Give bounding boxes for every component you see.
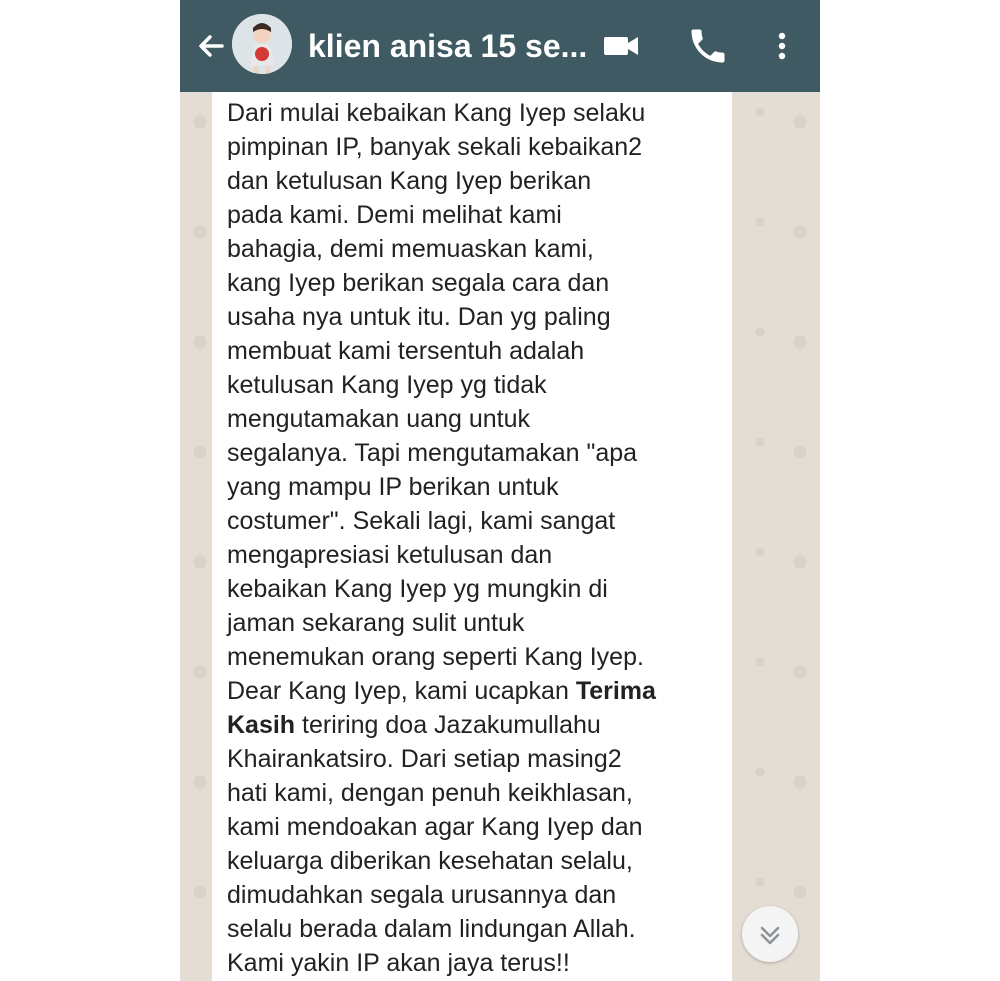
message-line: dan ketulusan Kang Iyep berikan <box>227 167 592 195</box>
bold-text: Kasih <box>227 711 296 739</box>
more-vert-icon <box>760 24 804 68</box>
video-call-icon <box>600 24 644 68</box>
contact-name[interactable]: klien anisa 15 se... <box>308 28 588 64</box>
message-line: Dari mulai kebaikan Kang Iyep selaku <box>227 99 646 127</box>
message-line: Kami yakin IP akan jaya terus!! <box>227 949 570 977</box>
message-line: pada kami. Demi melihat kami <box>227 201 562 229</box>
message-line: hati kami, dengan penuh keikhlasan, <box>227 779 633 807</box>
message-text <box>227 96 717 980</box>
scroll-to-bottom-button[interactable] <box>742 906 798 962</box>
message-line: yang mampu IP berikan untuk <box>227 473 559 501</box>
voice-call-button[interactable] <box>686 24 730 68</box>
message-line: kami mendoakan agar Kang Iyep dan <box>227 813 643 841</box>
more-options-button[interactable] <box>760 24 804 68</box>
chat-screen <box>180 0 820 981</box>
line-text: teriring doa Jazakumullahu <box>295 711 601 739</box>
message-line: mengapresiasi ketulusan dan <box>227 541 553 569</box>
message-line-with-bold <box>227 708 717 742</box>
message-bubble[interactable] <box>212 92 732 981</box>
message-line: jaman sekarang sulit untuk <box>227 609 525 637</box>
message-line: ketulusan Kang Iyep yg tidak <box>227 371 547 399</box>
app-bar <box>180 0 820 92</box>
video-call-button[interactable] <box>600 24 644 68</box>
message-line: kebaikan Kang Iyep yg mungkin di <box>227 575 608 603</box>
double-chevron-down-icon <box>742 906 798 962</box>
back-arrow-icon <box>192 26 232 66</box>
message-line: mengutamakan uang untuk <box>227 405 530 433</box>
message-line: membuat kami tersentuh adalah <box>227 337 585 365</box>
phone-icon <box>686 24 730 68</box>
message-line: Khairankatsiro. Dari setiap masing2 <box>227 745 622 773</box>
message-line: dimudahkan segala urusannya dan <box>227 881 617 909</box>
avatar[interactable] <box>232 14 292 74</box>
message-line: menemukan orang seperti Kang Iyep. <box>227 643 644 671</box>
message-line: segalanya. Tapi mengutamakan "apa <box>227 439 638 467</box>
message-line-with-bold <box>227 674 717 708</box>
message-line: costumer". Sekali lagi, kami sangat <box>227 507 616 535</box>
message-line: bahagia, demi memuaskan kami, <box>227 235 594 263</box>
message-line: selalu berada dalam lindungan Allah. <box>227 915 636 943</box>
avatar-image <box>232 14 292 74</box>
message-line: kang Iyep berikan segala cara dan <box>227 269 610 297</box>
message-line: pimpinan IP, banyak sekali kebaikan2 <box>227 133 643 161</box>
message-line: keluarga diberikan kesehatan selalu, <box>227 847 633 875</box>
back-button[interactable] <box>192 26 232 66</box>
message-line: usaha nya untuk itu. Dan yg paling <box>227 303 611 331</box>
line-text: Dear Kang Iyep, kami ucapkan <box>227 677 576 705</box>
bold-text: Terima <box>575 677 656 705</box>
